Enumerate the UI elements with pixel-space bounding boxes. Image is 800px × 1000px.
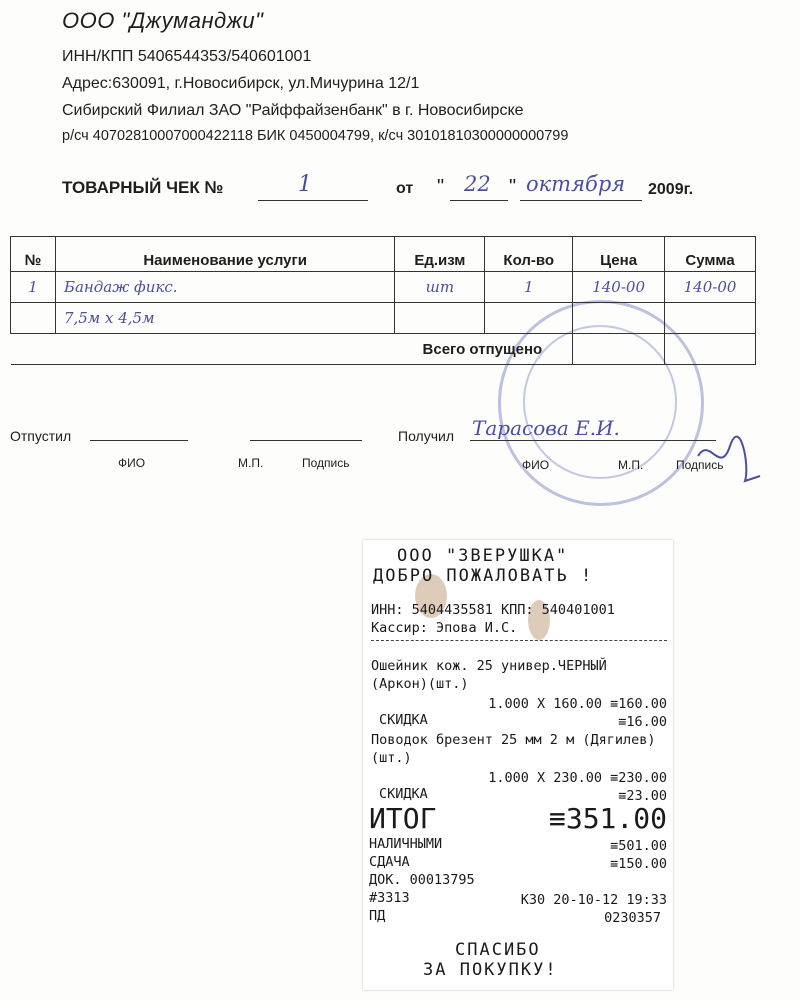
total-price-cell — [573, 334, 665, 365]
bank-name: Сибирский Филиал ЗАО "Райффайзенбанк" в г. Новосибирске — [62, 102, 524, 119]
row-sum — [665, 303, 756, 334]
col-qty-header: Кол-во — [485, 237, 573, 272]
row-name: 7,5м х 4,5м — [55, 303, 394, 334]
col-unit-header: Ед.изм — [395, 237, 485, 272]
welcome-text: ДОБРО ПОЖАЛОВАТЬ ! — [373, 566, 594, 586]
receipt-title: ТОВАРНЫЙ ЧЕК № — [62, 178, 224, 197]
quote-close: " — [509, 176, 517, 198]
row-qty — [485, 303, 573, 334]
pd-value: 0230357 — [604, 910, 661, 926]
released-signature-label: Подпись — [302, 456, 350, 470]
total-label: ИТОГ — [369, 802, 437, 835]
day-field — [450, 172, 508, 201]
row-number: 1 — [11, 272, 56, 303]
row-name: Бандаж фикс. — [55, 272, 394, 303]
address: Адрес:630091, г.Новосибирск, ул.Мичурина 12/1 — [62, 75, 420, 92]
change-value: ≡150.00 — [610, 856, 667, 872]
goods-table — [10, 236, 756, 365]
received-signature: Тарасова Е.И. — [472, 416, 620, 440]
row-price — [573, 303, 665, 334]
released-signature-line — [250, 424, 362, 441]
received-line — [470, 416, 716, 441]
table-row — [11, 303, 756, 334]
item1-discount: ≡16.00 — [618, 714, 667, 730]
item1-discount-label: СКИДКА — [379, 712, 428, 728]
row-price: 140-00 — [573, 272, 665, 303]
received-label: Получил — [398, 428, 454, 444]
cash-label: НАЛИЧНЫМИ — [369, 836, 443, 852]
received-signature-label: Подпись — [676, 458, 724, 472]
received-fio-label: ФИО — [522, 458, 550, 472]
item2-name: Поводок брезент 25 мм 2 м (Дягилев) — [371, 732, 656, 748]
receipt-number: 1 — [298, 172, 312, 197]
item1-name-cont: (Аркон)(шт.) — [371, 676, 469, 692]
col-price-header: Цена — [573, 237, 665, 272]
item2-name-cont: (шт.) — [371, 750, 412, 766]
thanks-line-1: СПАСИБО — [455, 940, 541, 960]
released-fio-label: ФИО — [118, 456, 146, 470]
row-unit — [395, 303, 485, 334]
company-name: ООО "Джуманджи" — [62, 8, 264, 33]
receipt-divider — [371, 640, 667, 641]
item1-calc: 1.000 X 160.00 ≡160.00 — [488, 696, 667, 712]
released-fio-line — [90, 424, 188, 441]
bank-accounts: р/сч 40702810007000422118 БИК 0450004799, к/сч 30101810300000000799 — [62, 128, 569, 144]
row-qty: 1 — [485, 272, 573, 303]
item1-name: Ошейник кож. 25 универ.ЧЕРНЫЙ — [371, 658, 607, 674]
receipt-month: октября — [526, 172, 626, 196]
check-number: #3313 — [369, 890, 410, 906]
store-inn: ИНН: 5404435581 КПП: 540401001 — [371, 602, 615, 618]
doc-number: ДОК. 00013795 — [369, 872, 475, 888]
receipt-year: 2009г. — [648, 181, 694, 198]
table-header-row — [11, 237, 756, 272]
released-label: Отпустил — [10, 428, 72, 444]
row-sum: 140-00 — [665, 272, 756, 303]
cashier: Кассир: Эпова И.С. — [371, 620, 518, 636]
total-row — [11, 334, 756, 365]
total-sum-cell — [665, 334, 756, 365]
receipt-number-field — [258, 172, 368, 201]
kkm-datetime: К30 20-10-12 19:33 — [520, 892, 667, 908]
from-label: от — [396, 180, 414, 197]
col-name-header: Наименование услуги — [55, 237, 394, 272]
total-value: ≡351.00 — [548, 802, 667, 835]
signature-scribble — [690, 426, 770, 496]
cash-value: ≡501.00 — [610, 838, 667, 854]
total-label: Всего отпущено — [11, 334, 573, 365]
month-field — [520, 172, 642, 201]
inn-kpp: ИНН/КПП 5406544353/540601001 — [62, 48, 312, 65]
quote-open: " — [437, 176, 445, 198]
thanks-line-2: ЗА ПОКУПКУ! — [423, 960, 558, 980]
item2-discount: ≡23.00 — [618, 788, 667, 804]
row-number — [11, 303, 56, 334]
table-row — [11, 272, 756, 303]
released-mp-label: М.П. — [238, 456, 264, 470]
col-number-header: № — [11, 237, 56, 272]
received-mp-label: М.П. — [618, 458, 644, 472]
store-name: ООО "ЗВЕРУШКА" — [397, 546, 569, 566]
pd-label: ПД — [369, 908, 386, 924]
receipt-day: 22 — [464, 172, 491, 196]
change-label: СДАЧА — [369, 854, 410, 870]
item2-discount-label: СКИДКА — [379, 786, 428, 802]
cash-receipt — [363, 540, 673, 990]
col-sum-header: Сумма — [665, 237, 756, 272]
item2-calc: 1.000 X 230.00 ≡230.00 — [488, 770, 667, 786]
row-unit: шт — [395, 272, 485, 303]
